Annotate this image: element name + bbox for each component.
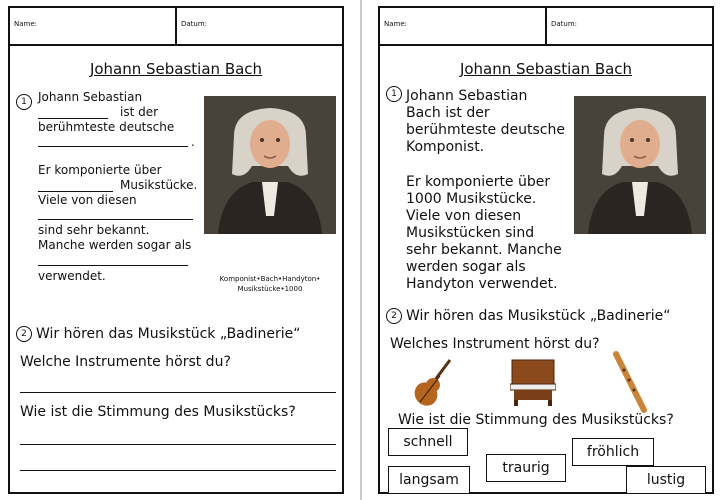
name-field[interactable] (10, 8, 177, 44)
date-label: Datum: (181, 20, 208, 28)
solution-line: Bach ist der (406, 105, 490, 121)
cloze-text: verwendet. (38, 269, 106, 283)
name-field[interactable] (380, 8, 547, 44)
solution-line: Musikstücken sind (406, 225, 535, 241)
blank-line[interactable] (38, 219, 193, 220)
date-field[interactable] (177, 8, 342, 44)
worksheet-solution (378, 6, 714, 494)
date-field[interactable] (547, 8, 712, 44)
task-number-1: 1 (16, 94, 32, 110)
task-number-2: 2 (16, 326, 32, 342)
word-bank-line: Musikstücke•1000 (237, 285, 303, 293)
solution-line: Johann Sebastian (406, 88, 528, 104)
cloze-text: Viele von diesen (38, 193, 137, 207)
mood-word-card[interactable]: lustig (626, 466, 706, 494)
solution-line: Viele von diesen (406, 208, 522, 224)
cloze-text: berühmteste deutsche (38, 120, 175, 134)
page-divider (360, 0, 362, 500)
task-prompt: Wir hören das Musikstück „Badinerie“ (406, 308, 671, 324)
name-label: Name: (14, 20, 38, 28)
piano-icon (510, 358, 556, 406)
recorder-icon (610, 350, 650, 414)
question-instruments: Welches Instrument hörst du? (390, 336, 600, 352)
solution-line: 1000 Musikstücke. (406, 191, 537, 207)
task-prompt: Wir hören das Musikstück „Badinerie“ (36, 326, 301, 342)
bach-portrait (204, 96, 336, 234)
worksheet-title: Johann Sebastian Bach (89, 60, 263, 78)
word-bank-line: Komponist•Bach•Handyton• (219, 275, 321, 283)
cloze-text: Johann Sebastian (38, 90, 143, 104)
solution-line: sehr bekannt. Manche (406, 242, 562, 258)
bach-portrait (574, 96, 706, 234)
mood-word-card[interactable]: traurig (486, 454, 566, 482)
cloze-text: sind sehr bekannt. (38, 223, 150, 237)
solution-line: berühmteste deutsche (406, 122, 565, 138)
question-mood: Wie ist die Stimmung des Musikstücks? (398, 412, 674, 428)
mood-word-card[interactable]: fröhlich (572, 438, 654, 466)
cloze-text: Manche werden sogar als (38, 238, 192, 252)
name-date-header (10, 8, 342, 46)
mood-word-card[interactable]: langsam (388, 466, 470, 494)
task-number-1: 1 (386, 86, 402, 102)
name-label: Name: (384, 20, 408, 28)
question-instruments: Welche Instrumente hörst du? (20, 354, 231, 370)
blank-line[interactable] (38, 265, 188, 266)
word-bank (204, 274, 336, 294)
worksheet-blank (8, 6, 344, 494)
mood-word-card[interactable]: schnell (388, 428, 468, 456)
blank-line[interactable] (38, 191, 113, 192)
date-label: Datum: (551, 20, 578, 28)
answer-line[interactable] (20, 444, 336, 445)
question-mood: Wie ist die Stimmung des Musikstücks? (20, 404, 296, 420)
blank-line[interactable] (38, 118, 108, 119)
worksheet-title: Johann Sebastian Bach (459, 60, 633, 78)
solution-line: werden sogar als (406, 259, 526, 275)
cloze-text: ist der (120, 105, 159, 119)
solution-line: Handyton verwendet. (406, 276, 558, 292)
violin-icon (410, 358, 456, 410)
solution-line: Er komponierte über (406, 174, 551, 190)
name-date-header (380, 8, 712, 46)
solution-paragraph-1 (406, 88, 565, 156)
cloze-text: . (191, 135, 195, 149)
solution-line: Komponist. (406, 139, 485, 155)
blank-line[interactable] (38, 146, 188, 147)
cloze-text: Er komponierte über (38, 163, 162, 177)
task-number-2: 2 (386, 308, 402, 324)
cloze-text: Musikstücke. (120, 178, 198, 192)
solution-paragraph-2 (406, 174, 562, 293)
answer-line[interactable] (20, 470, 336, 471)
answer-line[interactable] (20, 392, 336, 393)
